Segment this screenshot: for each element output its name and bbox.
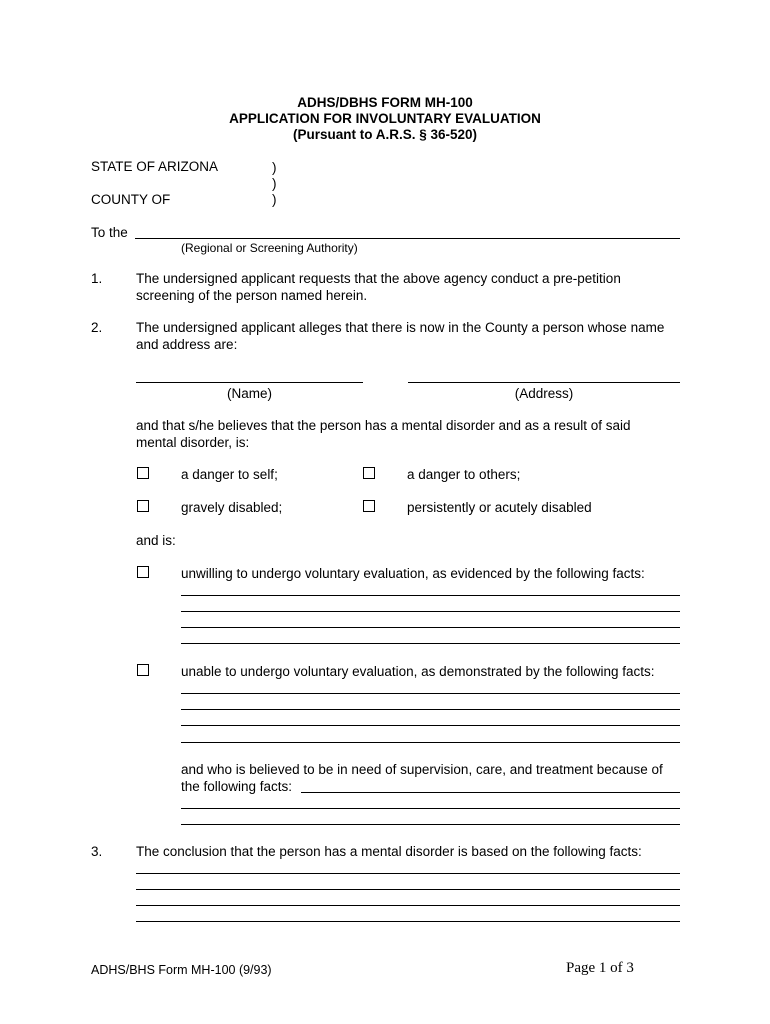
belief-line1: and that s/he believes that the person has a mental disorder and as a result of said — [136, 418, 631, 433]
gravely-disabled-label: gravely disabled; — [181, 500, 283, 515]
unable-facts-line-1[interactable] — [181, 693, 680, 694]
item3-text: The conclusion that the person has a mental disorder is based on the following facts: — [136, 844, 642, 859]
form-subtitle: APPLICATION FOR INVOLUNTARY EVALUATION — [229, 111, 541, 126]
unable-facts-line-4[interactable] — [181, 742, 680, 743]
item3-number: 3. — [91, 844, 103, 859]
item1-number: 1. — [91, 271, 103, 286]
to-the-label: To the — [91, 225, 128, 240]
form-statute: (Pursuant to A.R.S. § 36-520) — [292, 127, 478, 142]
unwilling-facts-line-3[interactable] — [181, 627, 680, 628]
danger-to-others-checkbox[interactable] — [363, 467, 375, 479]
need-facts-line-1[interactable] — [301, 792, 680, 793]
name-field[interactable] — [136, 382, 363, 383]
unwilling-facts-line-1[interactable] — [181, 595, 680, 596]
need-line1: and who is believed to be in need of supervision, care, and treatment because of — [181, 762, 663, 777]
persistently-disabled-label: persistently or acutely disabled — [407, 500, 592, 515]
danger-to-self-label: a danger to self; — [181, 467, 278, 482]
item2-number: 2. — [91, 320, 103, 335]
belief-line2: mental disorder, is: — [136, 435, 250, 450]
item3-facts-line-3[interactable] — [136, 905, 680, 906]
unwilling-checkbox[interactable] — [137, 566, 149, 578]
item3-facts-line-1[interactable] — [136, 873, 680, 874]
footer-form-id: ADHS/BHS Form MH-100 (9/93) — [91, 963, 272, 977]
address-label: (Address) — [514, 386, 574, 401]
unable-checkbox[interactable] — [137, 664, 149, 676]
address-field[interactable] — [408, 382, 680, 383]
unwilling-label: unwilling to undergo voluntary evaluation, as evidenced by the following facts: — [181, 566, 645, 581]
name-label: (Name) — [226, 386, 272, 401]
unable-facts-line-2[interactable] — [181, 709, 680, 710]
unable-label: unable to undergo voluntary evaluation, as demonstrated by the following facts: — [181, 664, 655, 679]
caption-paren-2: ) — [272, 176, 277, 191]
item1-line2: screening of the person named herein. — [136, 288, 368, 303]
state-label: STATE OF ARIZONA — [91, 159, 219, 174]
item3-facts-line-4[interactable] — [136, 921, 680, 922]
item2-line2: and address are: — [136, 337, 238, 352]
persistently-disabled-checkbox[interactable] — [363, 500, 375, 512]
county-label: COUNTY OF — [91, 192, 171, 207]
caption-paren-1: ) — [272, 160, 277, 175]
danger-to-others-label: a danger to others; — [407, 467, 521, 482]
unable-facts-line-3[interactable] — [181, 725, 680, 726]
unwilling-facts-line-4[interactable] — [181, 643, 680, 644]
and-is-label: and is: — [136, 533, 176, 548]
form-title: ADHS/DBHS FORM MH-100 — [297, 95, 473, 110]
unwilling-facts-line-2[interactable] — [181, 611, 680, 612]
need-facts-line-2[interactable] — [181, 808, 680, 809]
need-facts-line-3[interactable] — [181, 824, 680, 825]
item3-facts-line-2[interactable] — [136, 889, 680, 890]
gravely-disabled-checkbox[interactable] — [137, 500, 149, 512]
danger-to-self-checkbox[interactable] — [137, 467, 149, 479]
item1-line1: The undersigned applicant requests that the above agency conduct a pre-petition — [136, 271, 621, 286]
caption-paren-3: ) — [272, 192, 277, 207]
authority-sublabel: (Regional or Screening Authority) — [181, 241, 358, 255]
authority-field[interactable] — [135, 238, 680, 239]
item2-line1: The undersigned applicant alleges that there is now in the County a person whose name — [136, 320, 665, 335]
need-line2: the following facts: — [181, 779, 293, 794]
footer-page-number: Page 1 of 3 — [566, 960, 634, 976]
